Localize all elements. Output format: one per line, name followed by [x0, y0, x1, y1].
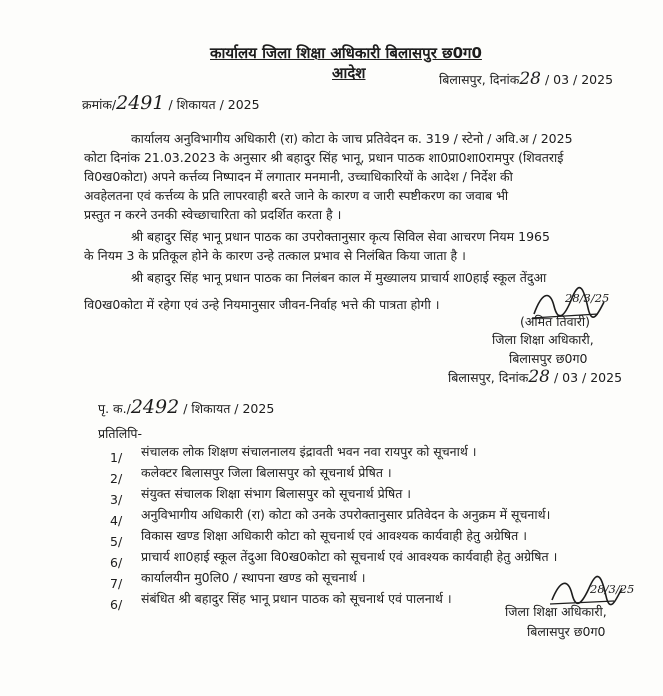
signatory-place: बिलासपुर छ0ग0 — [509, 351, 588, 366]
body-line: वि0ख0कोटा में रहेगा एवं उन्हे नियमानुसार जीवन-निर्वाह भत्ते की पात्रता होगी । — [84, 297, 440, 312]
signatory-2-place: बिलासपुर छ0ग0 — [527, 624, 606, 639]
copy-reference — [98, 396, 275, 418]
copy-item-text: संबंधित श्री बहादुर सिंह भानू प्रधान पाठक को सूचनार्थ एवं पालनार्थ । — [141, 591, 452, 606]
copy-item-text: कलेक्टर बिलासपुर जिला बिलासपुर को सूचनार्थ प्रेषित । — [141, 465, 392, 480]
copy-date-suffix: / 03 / 2025 — [553, 370, 623, 385]
order-ref-suffix: / शिकायत / 2025 — [168, 97, 260, 112]
order-reference — [82, 92, 260, 114]
copy-item-text: प्राचार्य शा0हाई स्कूल तेंदुआ वि0ख0कोटा को सूचनार्थ एवं आवश्यक कार्यवाही हेतु अग्रेषित । — [141, 549, 558, 564]
signatory-designation: जिला शिक्षा अधिकारी, — [492, 332, 594, 347]
body-line: कोटा दिनांक 21.03.2023 के अनुसार श्री बहादुर सिंह भानू, प्रधान पाठक शा0प्रा0शा0रामपुर (शिवतराई — [84, 150, 564, 165]
copy-label: प्रतिलिपि- — [98, 426, 143, 441]
copy-item-number: 4/ — [110, 513, 123, 528]
copy-date-prefix: बिलासपुर, दिनांक — [448, 370, 529, 385]
copy-date — [448, 367, 623, 387]
copy-ref-prefix: पृ. क./ — [98, 401, 131, 416]
order-date-suffix: / 03 / 2025 — [544, 72, 614, 87]
copy-date-handwritten: 28 — [528, 367, 550, 387]
copy-item-text: विकास खण्ड शिक्षा अधिकारी कोटा को सूचनार्थ एवं आवश्यक कार्यवाही हेतु अग्रेषित । — [141, 528, 527, 543]
order-date-prefix: बिलासपुर, दिनांक — [439, 72, 520, 87]
copy-item-text: कार्यालयीन मु0लि0 / स्थापना खण्ड को सूचनार्थ । — [141, 570, 366, 585]
copy-item-text: अनुविभागीय अधिकारी (रा) कोटा को उनके उपरोक्तानुसार प्रतिवेदन के अनुक्रम में सूचनार्थ। — [141, 507, 551, 522]
copy-ref-handwritten: 2492 — [130, 396, 180, 418]
body-line: अवहेलतना एवं कर्त्तव्य के प्रति लापरवाही बरते जाने के कारण व जारी स्पष्टीकरण का जवाब भी — [84, 188, 509, 203]
signature-1-date: 28/3/25 — [565, 291, 610, 305]
order-date-handwritten: 28 — [519, 69, 541, 89]
office-title: कार्यालय जिला शिक्षा अधिकारी बिलासपुर छ0ग0 — [210, 44, 482, 62]
copy-item-number: 6/ — [110, 597, 123, 612]
body-line: वि0ख0कोटा) अपने कर्त्तव्य निष्पादन में लगातार मनमानी, उच्चाधिकारियों के आदेश / निर्देश की — [84, 169, 513, 184]
copy-item-number: 1/ — [110, 450, 123, 465]
copy-item-number: 7/ — [110, 576, 123, 591]
order-date — [439, 69, 614, 89]
body-line: प्रस्तुत न करने उनकी स्वेच्छाचारिता को प्रदर्शित करता है । — [84, 207, 342, 222]
signatory-2-designation: जिला शिक्षा अधिकारी, — [505, 604, 607, 619]
body-line: कार्यालय अनुविभागीय अधिकारी (रा) कोटा के जाच प्रतिवेदन क. 319 / स्टेनो / अवि.अ / 2025 — [131, 131, 573, 146]
copy-item-text: संचालक लोक शिक्षण संचालनालय इंद्रावती भवन नवा रायपुर को सूचनार्थ । — [141, 444, 477, 459]
copy-item-number: 6/ — [110, 555, 123, 570]
copy-ref-suffix: / शिकायत / 2025 — [183, 401, 275, 416]
body-line: श्री बहादुर सिंह भानू प्रधान पाठक का उपरोक्तानुसार कृत्य सिविल सेवा आचरण नियम 1965 — [131, 229, 550, 244]
order-heading: आदेश — [332, 64, 366, 82]
signature-2-date: 28/3/25 — [590, 582, 635, 596]
copy-item-number: 2/ — [110, 471, 123, 486]
copy-item-text: संयुक्त संचालक शिक्षा संभाग बिलासपुर को सूचनार्थ प्रेषित । — [141, 486, 412, 501]
order-ref-prefix: क्रमांक/ — [82, 97, 117, 112]
body-line: श्री बहादुर सिंह भानू प्रधान पाठक का निलंबन काल में मुख्यालय प्राचार्य शा0हाई स्कूल तेंदुआ — [131, 270, 547, 285]
body-line: के नियम 3 के प्रतिकूल होने के कारण उन्हे तत्काल प्रभाव से निलंबित किया जाता है । — [84, 248, 466, 263]
copy-item-number: 3/ — [110, 492, 123, 507]
copy-item-number: 5/ — [110, 534, 123, 549]
order-ref-handwritten: 2491 — [116, 92, 165, 114]
signatory-name: (अमित तिवारी) — [520, 314, 591, 329]
